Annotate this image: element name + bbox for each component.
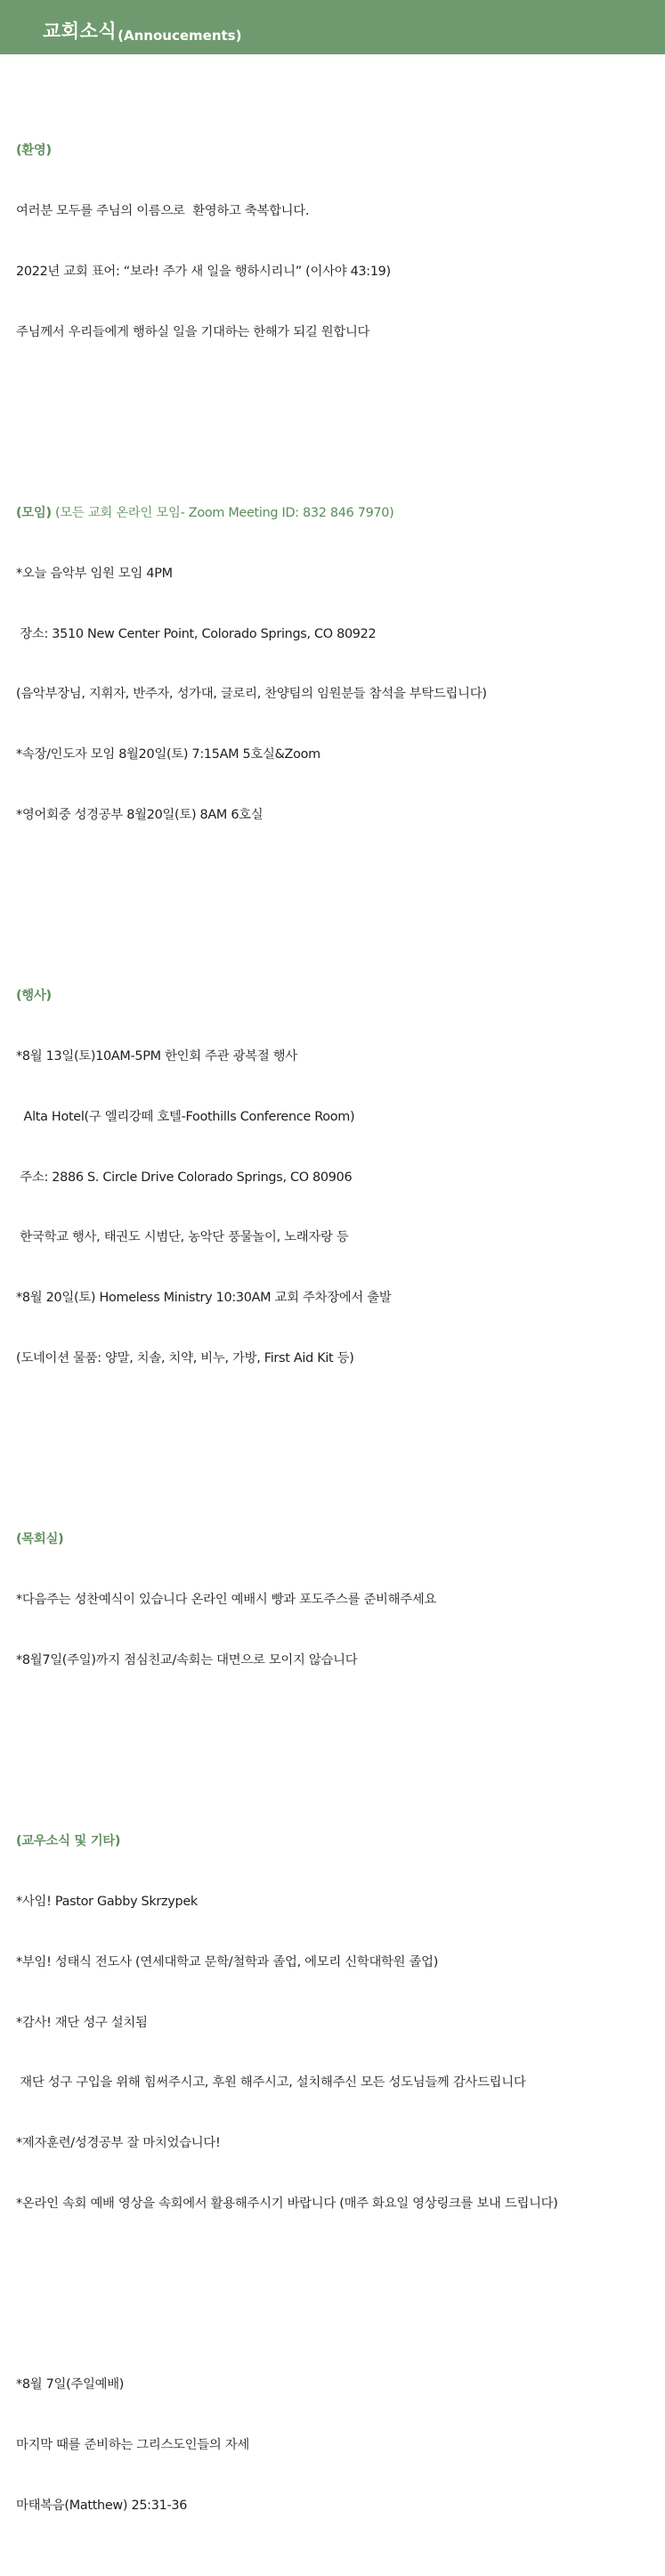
text-line: 마지막 때를 준비하는 그리스도인들의 자세 <box>16 2438 249 2453</box>
text-line: 여러분 모두를 주님의 이름으로 환영하고 축복합니다. <box>16 204 310 219</box>
section-welcome <box>16 101 665 382</box>
section-heading-note: (모든 교회 온라인 모임- Zoom Meeting ID: 832 846 7970) <box>51 506 394 521</box>
text-line: *다음주는 성찬예식이 있습니다 온라인 예배시 빵과 포도주스를 준비해주세요 <box>16 1593 437 1608</box>
text-line: *온라인 속회 예배 영상을 속회에서 활용해주시기 바랍니다 (매주 화요일 영상링크를 보내 드립니다) <box>16 2196 558 2211</box>
section-heading: (목회실) <box>16 1532 64 1547</box>
text-line: *제자훈련/성경공부 잘 마치었습니다! <box>16 2136 221 2151</box>
text-line: Alta Hotel(구 엘리강떼 호텔-Foothills Conference Room) <box>16 1109 355 1124</box>
text-line: (도네이션 물품: 양말, 치솔, 치약, 비누, 가방, First Aid Kit 등) <box>16 1351 354 1365</box>
text-line: *부임! 성태식 전도사 (연세대학교 문학/철학과 졸업, 에모리 신학대학원 졸업) <box>16 1954 439 1969</box>
text-line: 주소: 2886 S. Circle Drive Colorado Springs, CO 80906 <box>16 1170 353 1185</box>
text-line: 마태복음(Matthew) 25:31-36 <box>16 2498 188 2513</box>
text-line: (음악부장님, 지휘자, 반주자, 성가대, 글로리, 찬양팀의 임원분들 참석을 부탁드립니다) <box>16 687 487 702</box>
text-line: 주님께서 우리들에게 행하실 일을 기대하는 한해가 되길 원합니다 <box>16 324 370 339</box>
text-line: *8월 20일(토) Homeless Ministry 10:30AM 교회 주차장에서 출발 <box>16 1291 392 1306</box>
section-events <box>16 946 665 1409</box>
text-line: *속장/인도자 모임 8월20일(토) 7:15AM 5호실&Zoom <box>16 747 320 762</box>
section-heading: (교우소식 및 기타) <box>16 1834 121 1849</box>
text-line: 장소: 3510 New Center Point, Colorado Springs, CO 80922 <box>16 626 377 641</box>
section-heading: (모임) <box>16 506 52 521</box>
text-line: *사임! Pastor Gabby Skrzypek <box>16 1895 198 1910</box>
text-line: *8월7일(주일)까지 점심친교/속회는 대면으로 모이지 않습니다 <box>16 1652 358 1667</box>
text-line: 한국학교 행사, 태권도 시범단, 농악단 풍물놀이, 노래자랑 등 <box>16 1230 349 1245</box>
header-bar <box>0 0 665 54</box>
section-meetings <box>16 463 665 866</box>
text-line: *8월 7일(주일예배) <box>16 2377 125 2393</box>
page-subtitle: (Annoucements) <box>118 28 242 44</box>
text-line: *영어회중 성경공부 8월20일(토) 8AM 6호실 <box>16 807 264 822</box>
page-title: 교회소식 <box>43 20 118 42</box>
text-line: 2022년 교회 표어: “보라! 주가 새 일을 행하시리니” (이사야 43:19) <box>16 264 391 279</box>
section-heading: (행사) <box>16 989 52 1004</box>
text-line: *8월 13일(토)10AM-5PM 한인회 주관 광복절 행사 <box>16 1049 297 1064</box>
text-line: *감사! 재단 성구 설치됨 <box>16 2015 148 2030</box>
section-member-news <box>16 1791 665 2254</box>
text-line: 재단 성구 구입을 위해 힘써주시고, 후원 해주시고, 설치해주신 모든 성도님들께 감사드립니다 <box>16 2075 526 2091</box>
section-pastoral-office <box>16 1489 665 1711</box>
section-heading: (환영) <box>16 143 52 159</box>
announcements-body <box>0 54 665 2576</box>
text-line: *오늘 음악부 임원 모임 4PM <box>16 566 173 581</box>
section-sermon <box>16 2335 665 2556</box>
